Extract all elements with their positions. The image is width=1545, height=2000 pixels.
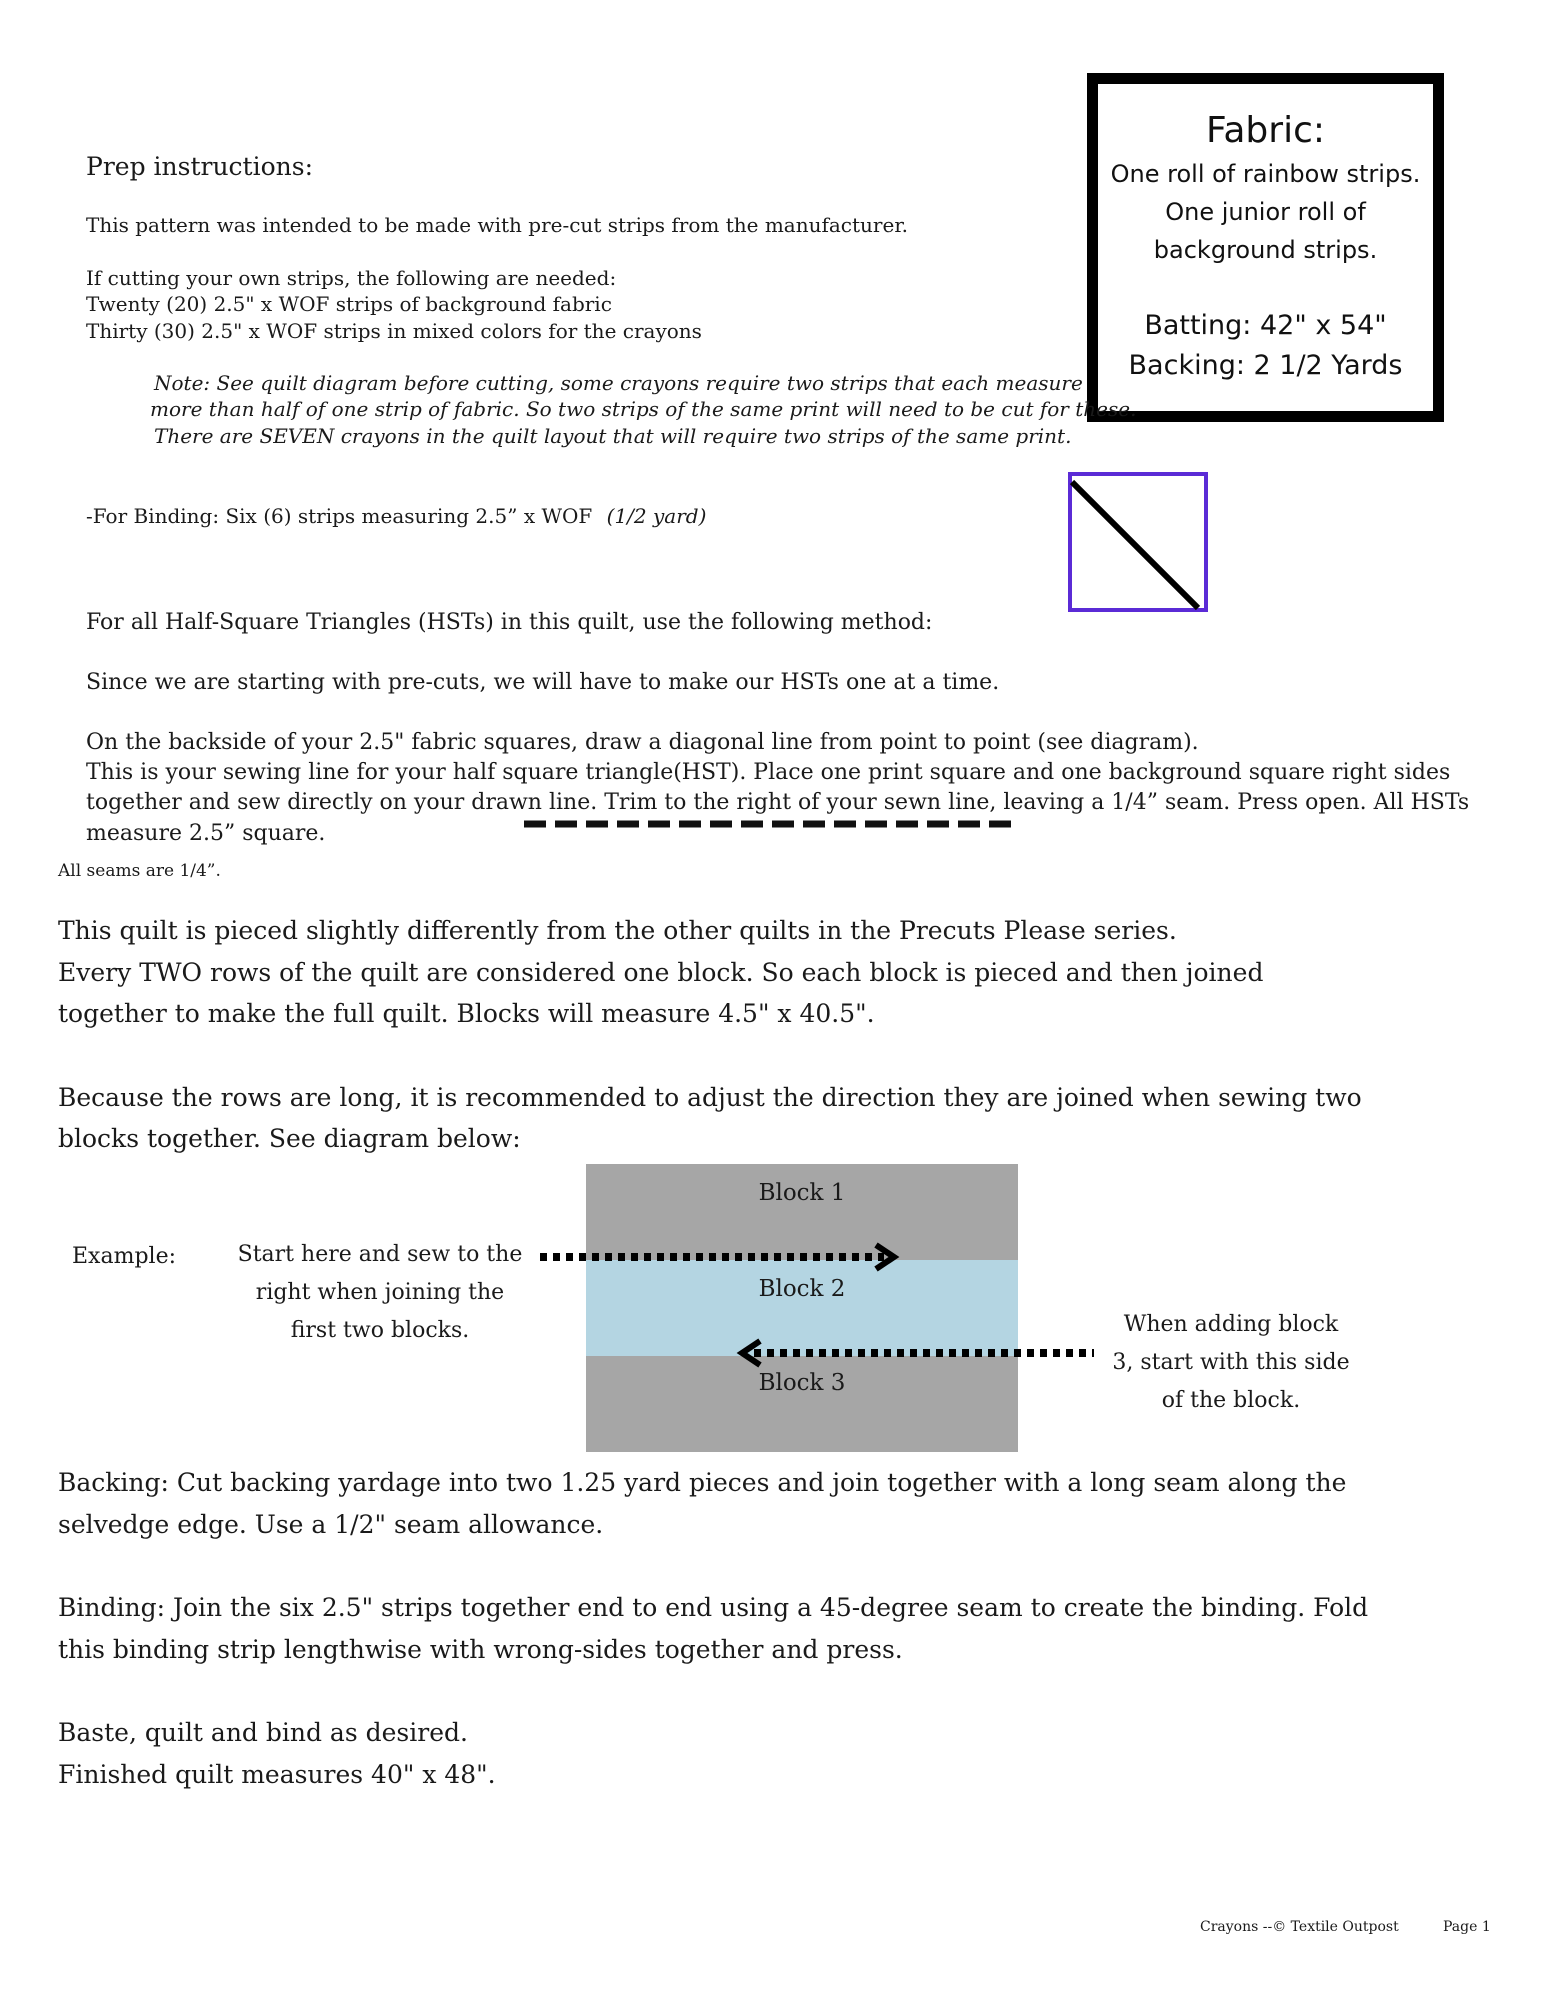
fabric-title: Fabric: <box>1205 110 1326 151</box>
prep-intro: This pattern was intended to be made with pre-cut strips from the manufacturer. <box>86 213 909 237</box>
hst-method-line: On the backside of your 2.5" fabric squares, draw a diagonal line from point to point (see diagram). <box>86 730 1199 755</box>
hst-square <box>1070 474 1206 610</box>
block-label: Block 3 <box>758 1370 846 1396</box>
page-number: Page 1 <box>1443 1919 1491 1935</box>
assembly-line: This quilt is pieced slightly differently from the other quilts in the Precuts Please series. <box>58 916 1177 945</box>
left-instruction-line: first two blocks. <box>290 1318 470 1343</box>
note-line: more than half of one strip of fabric. So two strips of the same print will need to be cut for these. <box>150 397 1137 421</box>
finished-size: Finished quilt measures 40" x 48". <box>58 1760 496 1789</box>
cutting-line: Thirty (30) 2.5" x WOF strips in mixed colors for the crayons <box>86 319 702 343</box>
fabric-line: background strips. <box>1153 236 1378 264</box>
backing-instruction: selvedge edge. Use a 1/2" seam allowance. <box>58 1510 604 1539</box>
footer-credit: Crayons --© Textile Outpost <box>1200 1919 1399 1935</box>
hst-diagram <box>1068 472 1208 612</box>
arrow-left-icon <box>736 1338 1098 1368</box>
right-instruction-line: When adding block <box>1123 1312 1339 1337</box>
fabric-line: One roll of rainbow strips. <box>1110 160 1421 188</box>
cutting-line: If cutting your own strips, the following are needed: <box>86 266 617 290</box>
left-instruction-line: right when joining the <box>255 1280 505 1305</box>
block-3 <box>586 1356 1018 1452</box>
fabric-line: One junior roll of <box>1165 198 1366 226</box>
seam-dash-indicator <box>524 818 1016 830</box>
right-instruction-line: 3, start with this side <box>1112 1350 1350 1375</box>
fabric-requirements-box <box>1087 73 1444 422</box>
seams-note: All seams are 1/4”. <box>58 861 221 881</box>
cutting-line: Twenty (20) 2.5" x WOF strips of background fabric <box>86 292 612 316</box>
binding-instruction: this binding strip lengthwise with wrong-sides together and press. <box>58 1635 903 1664</box>
note-line: There are SEVEN crayons in the quilt layout that will require two strips of the same print. <box>154 424 1072 448</box>
backing-instruction: Backing: Cut backing yardage into two 1.25 yard pieces and join together with a long seam along the <box>58 1468 1347 1497</box>
arrow-right-icon <box>538 1242 904 1272</box>
right-instruction-line: of the block. <box>1161 1388 1301 1413</box>
backing-line: Backing: 2 1/2 Yards <box>1128 350 1403 381</box>
hst-heading: For all Half-Square Triangles (HSTs) in this quilt, use the following method: <box>86 610 933 635</box>
binding-strips <box>86 504 706 528</box>
hst-method-line: together and sew directly on your drawn line. Trim to the right of your sewn line, leaving a 1/4” seam. Press open. All HSTs <box>86 790 1470 815</box>
diagonal-sewing-line <box>1072 482 1198 608</box>
left-instruction <box>228 1236 532 1350</box>
block-label: Block 2 <box>758 1276 846 1302</box>
note-line: Note: See quilt diagram before cutting, some crayons require two strips that each measure <box>154 371 1083 395</box>
rows-line: blocks together. See diagram below: <box>58 1124 521 1153</box>
block-label: Block 1 <box>758 1180 846 1206</box>
binding-instruction: Binding: Join the six 2.5" strips together end to end using a 45-degree seam to create the binding. Fold <box>58 1593 1369 1622</box>
right-instruction <box>1088 1306 1374 1420</box>
prep-heading: Prep instructions: <box>86 152 313 181</box>
batting-line: Batting: 42" x 54" <box>1144 310 1387 341</box>
left-instruction-line: Start here and sew to the <box>237 1242 523 1267</box>
assembly-line: Every TWO rows of the quilt are considered one block. So each block is pieced and then joined <box>58 958 1264 987</box>
rows-line: Because the rows are long, it is recommended to adjust the direction they are joined when sewing two <box>58 1083 1362 1112</box>
final-instruction: Baste, quilt and bind as desired. <box>58 1718 468 1747</box>
hst-method-line: This is your sewing line for your half square triangle(HST). Place one print square and one background square right sides <box>86 760 1451 785</box>
assembly-line: together to make the full quilt. Blocks will measure 4.5" x 40.5". <box>58 999 875 1028</box>
example-label: Example: <box>72 1244 176 1269</box>
binding-strips-text: -For Binding: Six (6) strips measuring 2.5” x WOF <box>86 504 593 528</box>
binding-yardage: (1/2 yard) <box>606 504 707 528</box>
hst-method-line: measure 2.5” square. <box>86 821 326 846</box>
hst-precuts: Since we are starting with pre-cuts, we will have to make our HSTs one at a time. <box>86 670 1000 695</box>
